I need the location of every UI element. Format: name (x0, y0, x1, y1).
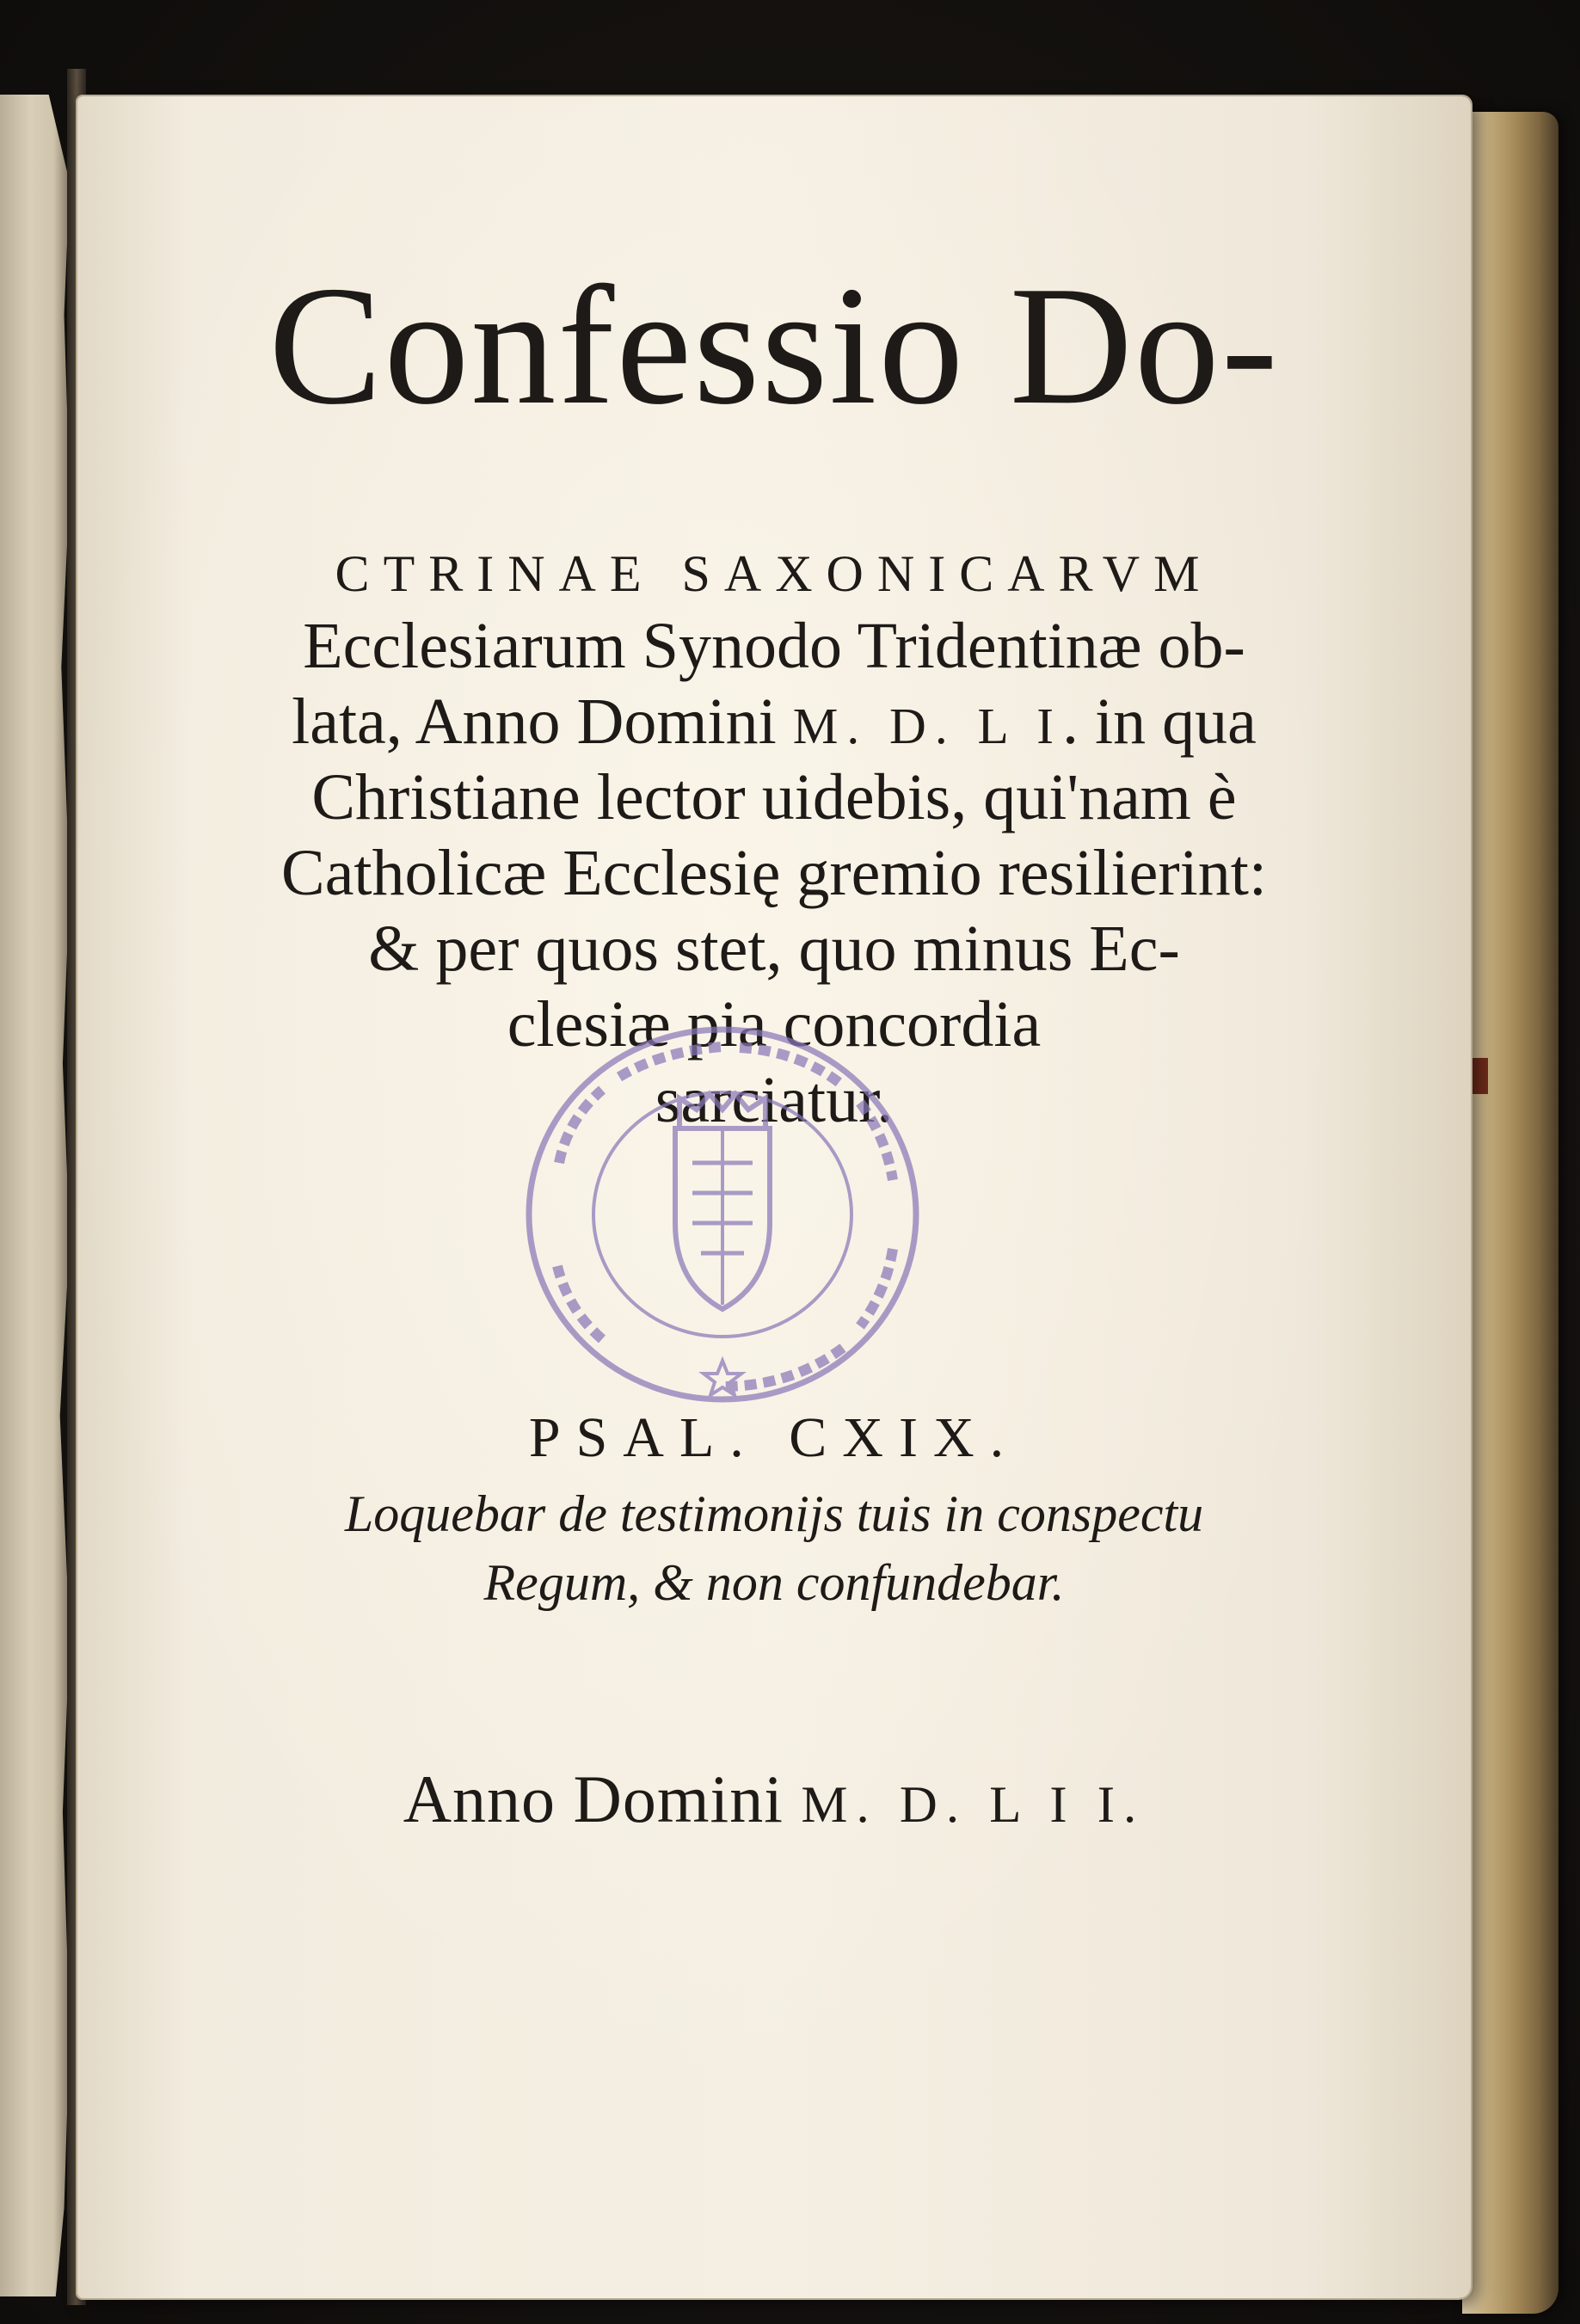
psalm-verse-line: Regum, & non confundebar. (483, 1554, 1065, 1611)
title-text-line: Ecclesiarum Synodo Tridentinæ ob- (303, 610, 1245, 682)
imprint-numeral: M. D. L I I. (801, 1776, 1146, 1834)
title-text-fragment: . in qua (1062, 686, 1257, 758)
title-text-line: & per quos stet, quo minus Ec- (368, 913, 1180, 985)
psalm-heading: PSAL. CXIX. (528, 1406, 1020, 1469)
vellum-binding-board (1462, 112, 1558, 2314)
title-text-line: clesiæ pia concordia (507, 988, 1042, 1061)
imprint-label: Anno Domini (403, 1761, 802, 1836)
imprint-date (77, 1756, 1471, 1848)
title-text-line: sarciatur. (655, 1064, 894, 1136)
title-text-line (77, 684, 1471, 764)
date-numeral: M. D. L I (792, 698, 1063, 754)
title-heading: Confessio Do- (268, 251, 1280, 440)
title-text-line: Christiane lector uidebis, qui'nam è (311, 761, 1237, 833)
psalm-verse-line: Loquebar de testimonijs tuis in conspectu (344, 1485, 1204, 1542)
title-text-fragment: lata, Anno Domini (292, 686, 793, 758)
title-text-line: Catholicæ Ecclesię gremio resilierint: (281, 837, 1267, 909)
title-page (77, 96, 1471, 2298)
library-stamp (507, 1008, 938, 1421)
title-subheading: CTRINAE SAXONICARVM (335, 545, 1214, 602)
preceding-leaf-edge (0, 95, 70, 2296)
